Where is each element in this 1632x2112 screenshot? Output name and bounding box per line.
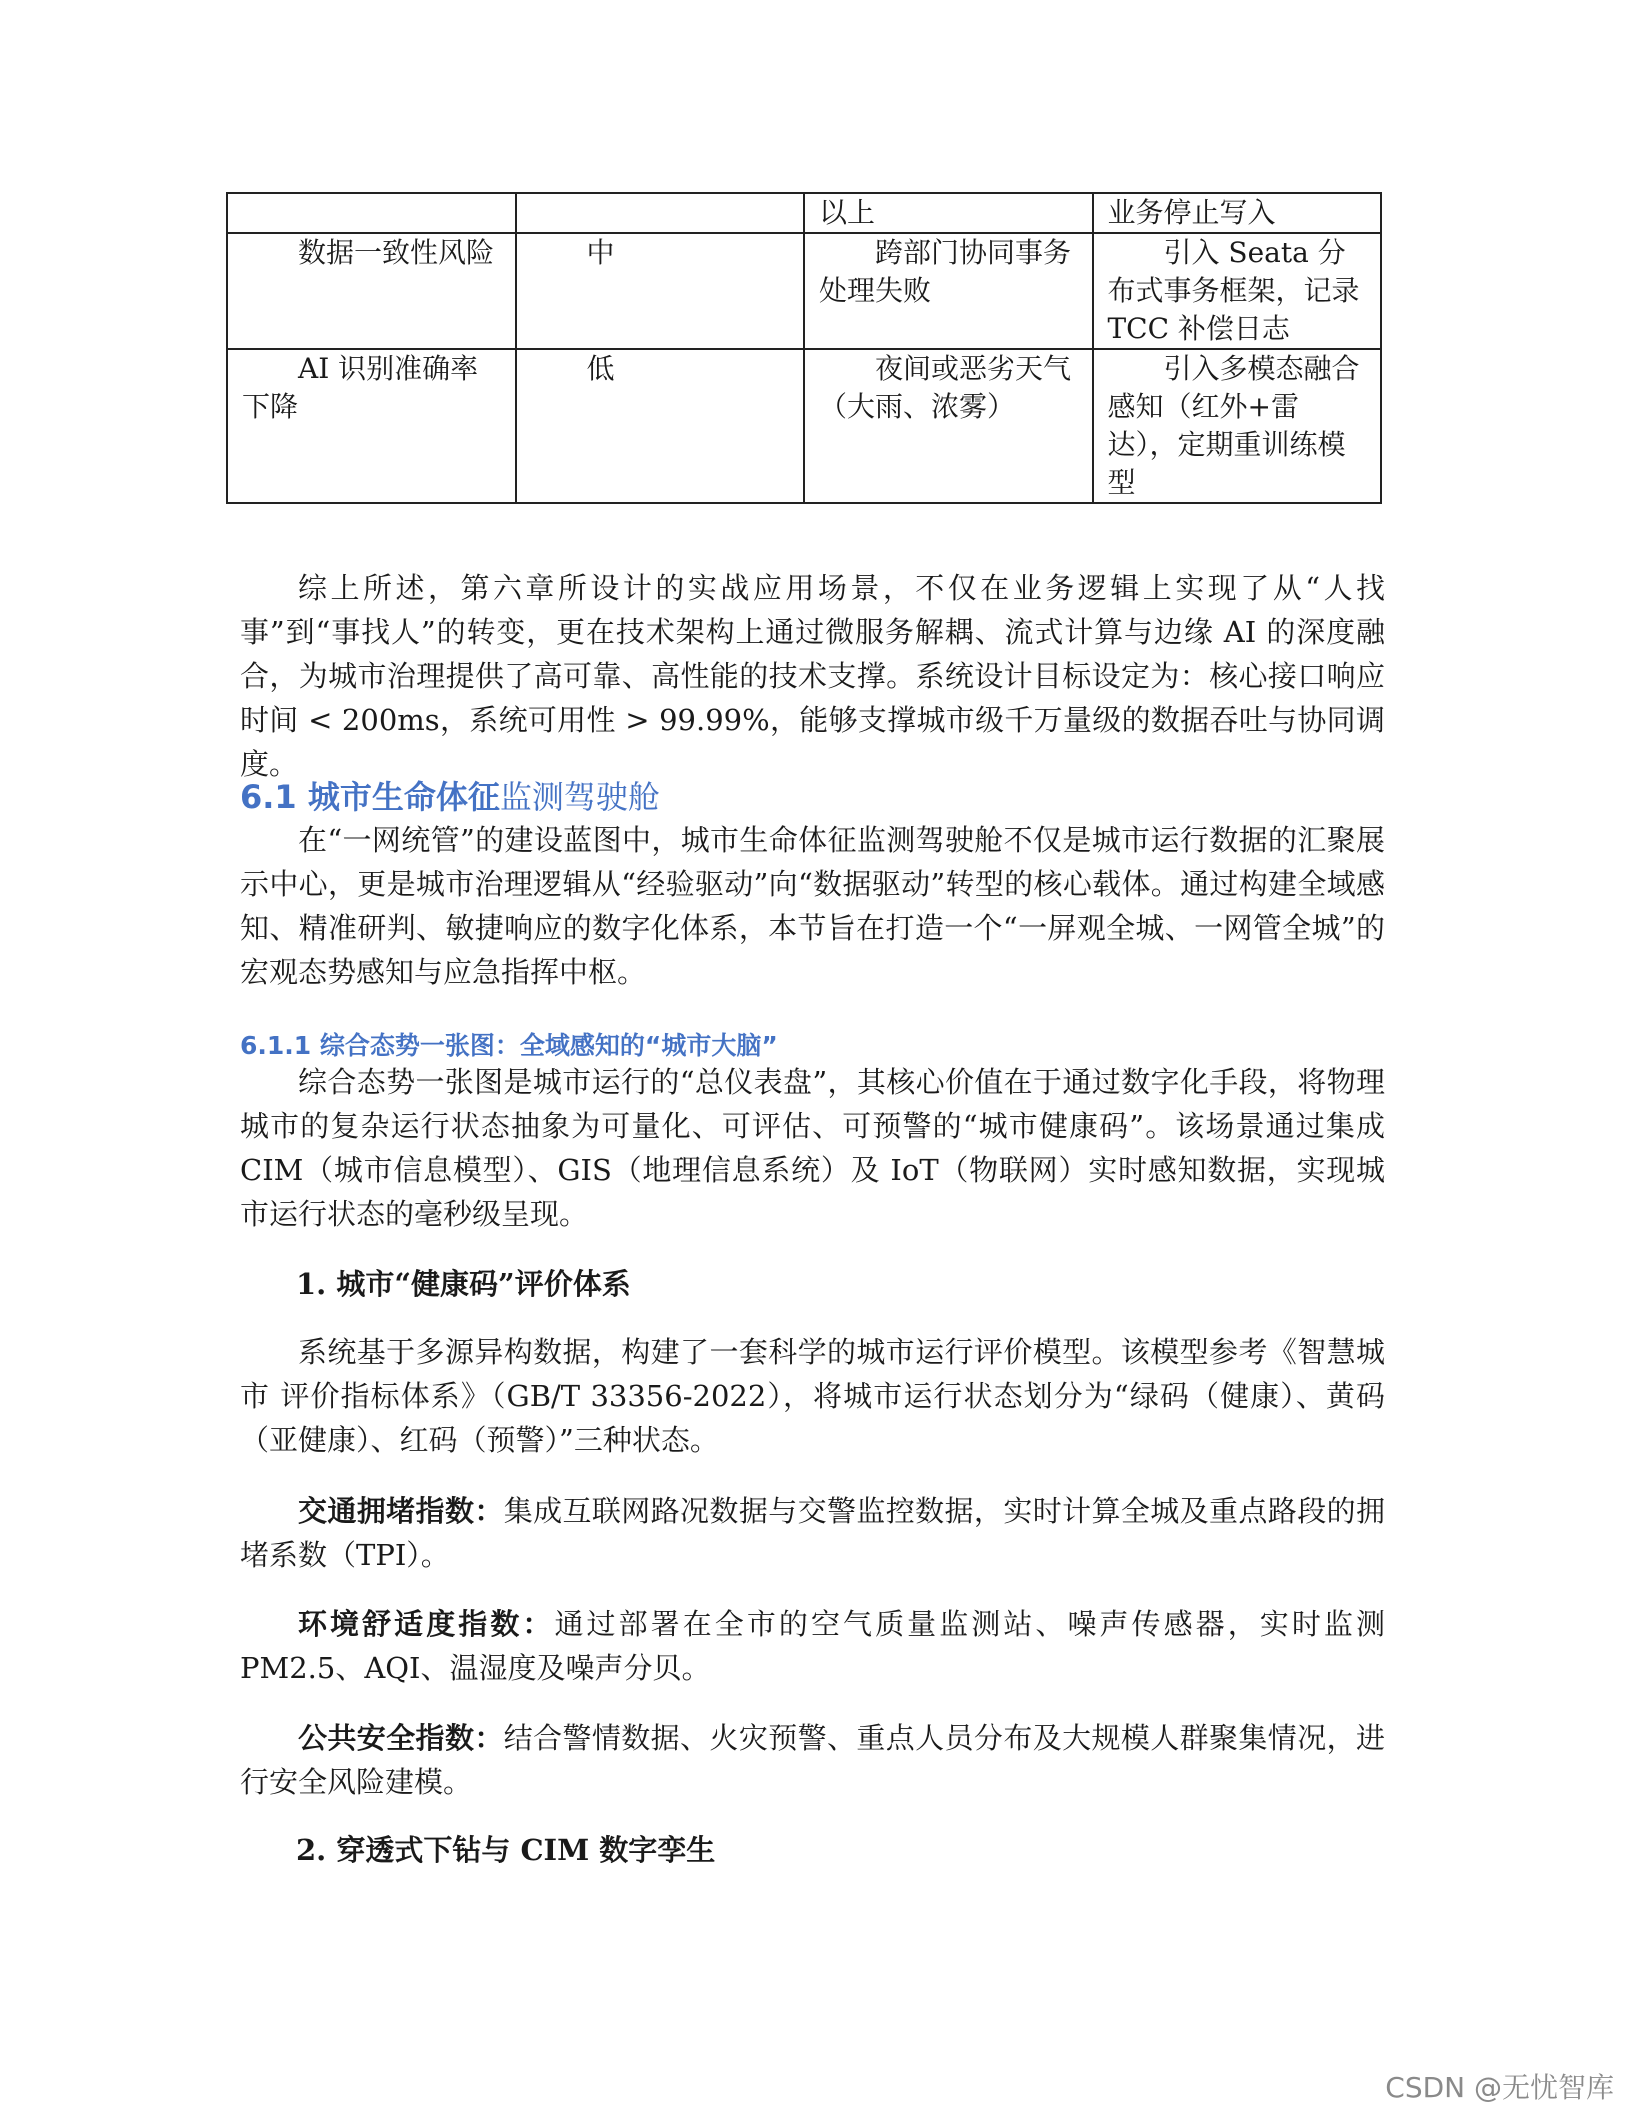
index-lead: 公共安全指数： <box>298 1721 504 1755</box>
table-cell: 业务停止写入 <box>1093 193 1382 233</box>
index-lead: 交通拥堵指数： <box>298 1494 504 1528</box>
table-cell <box>227 193 516 233</box>
table-cell: AI 识别准确率下降 <box>227 349 516 503</box>
index-environment <box>240 1602 1385 1690</box>
index-lead: 环境舒适度指数： <box>298 1607 555 1641</box>
table-cell: 引入 Seata 分布式事务框架，记录 TCC 补偿日志 <box>1093 233 1382 349</box>
index-text: 集成互联网路况数据与交警监控数据，实时计算全城及重点路段的拥堵系数（TPI）。 <box>240 1494 1385 1572</box>
table-cell: 数据一致性风险 <box>227 233 516 349</box>
subsection-intro: 综合态势一张图是城市运行的“总仪表盘”，其核心价值在于通过数字化手段，将物理城市的复杂运行状态抽象为可量化、可评估、可预警的“城市健康码”。该场景通过集成 CIM（城市信息模型）、GIS（地理信息系统）及 IoT（物联网）实时感知数据，实现城市运行状态的毫秒级呈现。 <box>240 1065 1385 1231</box>
table-cell <box>516 193 805 233</box>
table-row <box>227 193 1381 233</box>
table-row <box>227 349 1381 503</box>
table-cell: 引入多模态融合感知（红外+雷达），定期重训练模型 <box>1093 349 1382 503</box>
section-heading-light: 监测驾驶舱 <box>499 778 660 816</box>
item1-body: 系统基于多源异构数据，构建了一套科学的城市运行评价模型。该模型参考《智慧城市 评价指标体系》（GB/T 33356-2022），将城市运行状态划分为“绿码（健康）、黄码（亚健康）、红码（预警）”三种状态。 <box>240 1335 1385 1457</box>
summary-paragraph: 综上所述，第六章所设计的实战应用场景，不仅在业务逻辑上实现了从“人找事”到“事找人”的转变，更在技术架构上通过微服务解耦、流式计算与边缘 AI 的深度融合，为城市治理提供了高可靠、高性能的技术支撑。系统设计目标设定为：核心接口响应时间 < 200ms，系统可用性 > 99.99%，能够支撑城市级千万量级的数据吞吐与协同调度。 <box>240 571 1385 781</box>
risk-table <box>226 192 1382 504</box>
index-text: 通过部署在全市的空气质量监测站、噪声传感器，实时监测 PM2.5、AQI、温湿度及噪声分贝。 <box>240 1607 1385 1685</box>
watermark: CSDN @无忧智库 <box>1385 2071 1614 2104</box>
table-cell: 以上 <box>804 193 1093 233</box>
index-traffic <box>240 1489 1385 1577</box>
index-text: 结合警情数据、火灾预警、重点人员分布及大规模人群聚集情况，进行安全风险建模。 <box>240 1721 1385 1799</box>
table-cell: 夜间或恶劣天气（大雨、浓雾） <box>804 349 1093 503</box>
table-row <box>227 233 1381 349</box>
item2-title: 2. 穿透式下钻与 CIM 数字孪生 <box>296 1833 716 1867</box>
table-cell: 跨部门协同事务处理失败 <box>804 233 1093 349</box>
section-heading <box>240 773 660 821</box>
section-intro: 在“一网统管”的建设蓝图中，城市生命体征监测驾驶舱不仅是城市运行数据的汇聚展示中心，更是城市治理逻辑从“经验驱动”向“数据驱动”转型的核心载体。通过构建全域感知、精准研判、敏捷响应的数字化体系，本节旨在打造一个“一屏观全城、一网管全城”的宏观态势感知与应急指挥中枢。 <box>240 823 1385 989</box>
section-heading-bold: 6.1 城市生命体征 <box>240 778 500 816</box>
index-public-safety <box>240 1716 1385 1804</box>
table-cell: 低 <box>516 349 805 503</box>
item1-title: 1. 城市“健康码”评价体系 <box>296 1267 631 1301</box>
table-cell: 中 <box>516 233 805 349</box>
subsection-heading: 6.1.1 综合态势一张图：全域感知的“城市大脑” <box>240 1031 778 1060</box>
